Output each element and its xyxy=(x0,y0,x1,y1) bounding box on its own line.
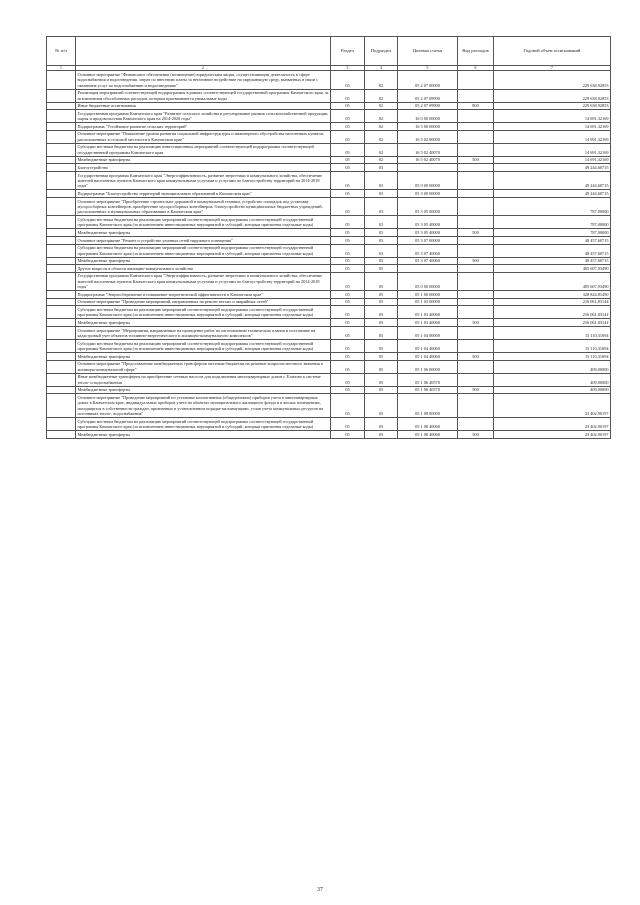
razdel-cell: 05 xyxy=(331,272,365,290)
vid-cell: 500 xyxy=(458,386,494,394)
name-cell: Субсидии местным бюджетам на реализацию мероприятий соответствующей подпрограммы соответствующей государственной программы Камчатского края (за исключением инвестиционных мероприятий и субсидий, которым присвоены отдельные коды) xyxy=(76,306,331,319)
table-row xyxy=(47,130,611,143)
name-cell: Межбюджетные трансферты xyxy=(76,156,331,164)
table-row xyxy=(47,360,611,373)
vid-cell: 500 xyxy=(458,257,494,265)
razdel-cell: 05 xyxy=(331,190,365,198)
podrazdel-cell: 05 xyxy=(365,319,398,327)
razdel-cell: 05 xyxy=(331,71,365,89)
target-cell xyxy=(398,164,458,172)
amount-cell: 48 457,60715 xyxy=(494,236,611,244)
table-row xyxy=(47,430,611,438)
target-cell xyxy=(398,265,458,273)
podrazdel-cell: 05 xyxy=(365,394,398,418)
num-cell xyxy=(47,229,76,237)
amount-cell: 15 110,31694 xyxy=(494,352,611,360)
header-podrazdel: Подраздел xyxy=(365,37,398,66)
num-cell xyxy=(47,123,76,131)
razdel-cell: 05 xyxy=(331,326,365,339)
column-number: 2 xyxy=(76,66,331,71)
table-row xyxy=(47,229,611,237)
table-row xyxy=(47,244,611,257)
amount-cell: 409,00000 xyxy=(494,386,611,394)
name-cell: Основное мероприятие "Повышение уровня развития социальной инфраструктуры и инженерного обустройства населенных пунктов, расположенных в сельской местности в Камчатском крае" xyxy=(76,130,331,143)
name-cell: Субсидии местным бюджетам на реализацию мероприятий соответствующей подпрограммы соответствующей государственной программы Камчатского края (за исключением инвестиционных мероприятий и субсидий, которым присвоены отдельные коды) xyxy=(76,339,331,352)
target-cell: 05 3 05 40000 xyxy=(398,229,458,237)
name-cell: Межбюджетные трансферты xyxy=(76,352,331,360)
amount-cell: 229 638,92853 xyxy=(494,89,611,102)
table-row xyxy=(47,265,611,273)
target-cell: 16 5 00 00000 xyxy=(398,123,458,131)
column-number: 4 xyxy=(365,66,398,71)
table-row xyxy=(47,216,611,229)
column-number: 7 xyxy=(494,66,611,71)
table-row xyxy=(47,102,611,110)
name-cell: Межбюджетные трансферты xyxy=(76,319,331,327)
amount-cell: 216 061,83144 xyxy=(494,306,611,319)
podrazdel-cell: 05 xyxy=(365,326,398,339)
table-row xyxy=(47,197,611,215)
vid-cell xyxy=(458,110,494,123)
podrazdel-cell: 05 xyxy=(365,386,398,394)
amount-cell: 15 110,31694 xyxy=(494,326,611,339)
target-cell: 05 1 00 00000 xyxy=(398,291,458,299)
vid-cell xyxy=(458,265,494,273)
num-cell xyxy=(47,236,76,244)
table-row xyxy=(47,373,611,386)
razdel-cell: 05 xyxy=(331,236,365,244)
num-cell xyxy=(47,171,76,189)
num-cell xyxy=(47,417,76,430)
vid-cell: 500 xyxy=(458,229,494,237)
podrazdel-cell: 05 xyxy=(365,352,398,360)
razdel-cell: 05 xyxy=(331,265,365,273)
amount-cell: 409,00000 xyxy=(494,373,611,386)
header-target: Целевая статья xyxy=(398,37,458,66)
amount-cell: 14 691,32169 xyxy=(494,130,611,143)
razdel-cell: 05 xyxy=(331,123,365,131)
podrazdel-cell: 03 xyxy=(365,197,398,215)
name-cell: Основное мероприятие "Мероприятия, направленные на проведение работ по изготовлению технических планов и постановке на кадастровый учет объектов топливно-энергетического и жилищно-коммунального комплексов" xyxy=(76,326,331,339)
target-cell: 05 3 05 40000 xyxy=(398,216,458,229)
target-cell: 05 2 07 00000 xyxy=(398,71,458,89)
podrazdel-cell: 05 xyxy=(365,417,398,430)
podrazdel-cell: 02 xyxy=(365,130,398,143)
vid-cell xyxy=(458,197,494,215)
amount-cell: 787,00000 xyxy=(494,216,611,229)
vid-cell xyxy=(458,164,494,172)
podrazdel-cell: 05 xyxy=(365,339,398,352)
header-razdel: Раздел xyxy=(331,37,365,66)
target-cell: 05 1 08 40060 xyxy=(398,417,458,430)
target-cell: 05 1 06 40570 xyxy=(398,386,458,394)
razdel-cell: 05 xyxy=(331,339,365,352)
name-cell: Государственная программа Камчатского края "Энергоэффективность, развитие энергетики и коммунального хозяйства, обеспечение жителей населенных пунктов Камчатского края коммунальными услугами и услугами по благоустройству территорий на 2014-2018 годы" xyxy=(76,272,331,290)
podrazdel-cell: 02 xyxy=(365,110,398,123)
amount-cell: 15 110,31694 xyxy=(494,339,611,352)
vid-cell xyxy=(458,71,494,89)
name-cell: Субсидии местным бюджетам на реализацию мероприятий соответствующей подпрограммы соответствующей государственной программы Камчатского края (за исключением инвестиционных мероприятий и субсидий, которым присвоены отдельные коды) xyxy=(76,244,331,257)
razdel-cell: 05 xyxy=(331,291,365,299)
name-cell: Иные межбюджетные трансферты на приобретение сетевых насосов для подключения многоквартирных домов г. Елизово к системе тепло- и водоснабжения xyxy=(76,373,331,386)
razdel-cell: 05 xyxy=(331,143,365,156)
num-cell xyxy=(47,190,76,198)
vid-cell xyxy=(458,272,494,290)
table-row xyxy=(47,257,611,265)
podrazdel-cell: 02 xyxy=(365,102,398,110)
target-cell: 05 3 07 00000 xyxy=(398,236,458,244)
amount-cell: 229 638,92853 xyxy=(494,71,611,89)
vid-cell xyxy=(458,291,494,299)
num-cell xyxy=(47,319,76,327)
name-cell: Основное мероприятие "Предоставление межбюджетных трансфертов местным бюджетам на решение вопросов местного значения в жилищно-коммунальной сфере" xyxy=(76,360,331,373)
target-cell: 05 1 03 00000 xyxy=(398,298,458,306)
name-cell: Подпрограмма "Устойчивое развитие сельских территорий" xyxy=(76,123,331,131)
razdel-cell: 05 xyxy=(331,216,365,229)
num-cell xyxy=(47,339,76,352)
amount-cell: 23 402,90197 xyxy=(494,417,611,430)
num-cell xyxy=(47,71,76,89)
num-cell xyxy=(47,360,76,373)
target-cell: 05 1 03 40060 xyxy=(398,306,458,319)
name-cell: Межбюджетные трансферты xyxy=(76,386,331,394)
vid-cell: 500 xyxy=(458,156,494,164)
podrazdel-cell: 02 xyxy=(365,123,398,131)
target-cell: 05 2 07 09990 xyxy=(398,102,458,110)
amount-cell: 14 691,32169 xyxy=(494,123,611,131)
num-cell xyxy=(47,216,76,229)
target-cell: 16 5 02 40070 xyxy=(398,143,458,156)
amount-cell: 49 244,60715 xyxy=(494,171,611,189)
vid-cell: 500 xyxy=(458,319,494,327)
amount-cell: 405 607,93490 xyxy=(494,272,611,290)
header-row xyxy=(47,37,611,66)
num-cell xyxy=(47,306,76,319)
razdel-cell: 05 xyxy=(331,102,365,110)
amount-cell: 409,00000 xyxy=(494,360,611,373)
podrazdel-cell: 03 xyxy=(365,244,398,257)
target-cell: 05 1 04 40060 xyxy=(398,339,458,352)
table-row xyxy=(47,272,611,290)
vid-cell xyxy=(458,373,494,386)
amount-cell: 229 638,92853 xyxy=(494,102,611,110)
name-cell: Государственная программа Камчатского края "Энергоэффективность, развитие энергетики и коммунального хозяйства, обеспечение жителей населенных пунктов Камчатского края коммунальными услугами и услугами по благоустройству территорий на 2014-2018 годы" xyxy=(76,171,331,189)
target-cell: 05 0 00 00000 xyxy=(398,272,458,290)
razdel-cell: 05 xyxy=(331,430,365,438)
table-row xyxy=(47,298,611,306)
name-cell: Реализация мероприятий соответствующей подпрограммы в рамках соответствующей государственной программы Камчатского края, за исключением обособленных расходов, которым присваиваются уникальные коды xyxy=(76,89,331,102)
vid-cell xyxy=(458,89,494,102)
name-cell: Основное мероприятие "Проведение мероприятий по установке коллективных (общедомовых) приборов учета в многоквартирных домах в Камчатском крае, индивидуальных приборов учета на объектах муниципального жилищного фонда и в жилых помещениях, находящихся в собственности граждан, признанных в установленном порядке малоимущими, узлов учета коммунальных ресурсов на источниках тепло-, водоснабжения" xyxy=(76,394,331,418)
header-vid: Вид расходов xyxy=(458,37,494,66)
target-cell: 05 3 07 40060 xyxy=(398,244,458,257)
amount-cell: 23 402,90197 xyxy=(494,394,611,418)
name-cell: Благоустройство xyxy=(76,164,331,172)
razdel-cell: 05 xyxy=(331,306,365,319)
podrazdel-cell: 03 xyxy=(365,216,398,229)
num-cell xyxy=(47,326,76,339)
column-number: 3 xyxy=(331,66,365,71)
vid-cell: 800 xyxy=(458,102,494,110)
podrazdel-cell: 03 xyxy=(365,164,398,172)
razdel-cell: 05 xyxy=(331,394,365,418)
target-cell: 05 0 00 00000 xyxy=(398,171,458,189)
num-cell xyxy=(47,272,76,290)
name-cell: Основное мероприятие "Проведение мероприятий, направленных на ремонт ветхих и аварийных сетей" xyxy=(76,298,331,306)
target-cell: 16 0 00 00000 xyxy=(398,110,458,123)
amount-cell: 216 061,83144 xyxy=(494,319,611,327)
table-row xyxy=(47,123,611,131)
name-cell: Другие вопросы в области жилищно-коммунального хозяйства xyxy=(76,265,331,273)
column-number: 5 xyxy=(398,66,458,71)
podrazdel-cell: 05 xyxy=(365,272,398,290)
name-cell: Межбюджетные трансферты xyxy=(76,229,331,237)
razdel-cell: 05 xyxy=(331,229,365,237)
vid-cell xyxy=(458,360,494,373)
vid-cell xyxy=(458,123,494,131)
target-cell: 05 1 08 00000 xyxy=(398,394,458,418)
table-body xyxy=(47,71,611,438)
num-cell xyxy=(47,130,76,143)
header-name xyxy=(76,37,331,66)
num-cell xyxy=(47,298,76,306)
razdel-cell: 05 xyxy=(331,386,365,394)
amount-cell: 787,00000 xyxy=(494,197,611,215)
podrazdel-cell: 05 xyxy=(365,373,398,386)
num-cell xyxy=(47,143,76,156)
target-cell: 05 1 06 40570 xyxy=(398,373,458,386)
podrazdel-cell: 03 xyxy=(365,236,398,244)
target-cell: 05 3 05 00000 xyxy=(398,197,458,215)
target-cell: 05 3 07 40060 xyxy=(398,257,458,265)
amount-cell: 14 691,32169 xyxy=(494,143,611,156)
vid-cell xyxy=(458,394,494,418)
amount-cell: 328 824,81490 xyxy=(494,291,611,299)
vid-cell: 500 xyxy=(458,352,494,360)
razdel-cell: 05 xyxy=(331,352,365,360)
podrazdel-cell: 05 xyxy=(365,306,398,319)
table-row xyxy=(47,236,611,244)
name-cell: Подпрограмма "Благоустройство территорий муниципальных образований в Камчатском крае" xyxy=(76,190,331,198)
podrazdel-cell: 05 xyxy=(365,265,398,273)
podrazdel-cell: 02 xyxy=(365,156,398,164)
podrazdel-cell: 02 xyxy=(365,71,398,89)
num-cell xyxy=(47,386,76,394)
num-cell xyxy=(47,89,76,102)
column-number: 1 xyxy=(47,66,76,71)
razdel-cell: 05 xyxy=(331,130,365,143)
vid-cell xyxy=(458,298,494,306)
podrazdel-cell: 02 xyxy=(365,143,398,156)
table-row xyxy=(47,319,611,327)
table-row xyxy=(47,394,611,418)
razdel-cell: 05 xyxy=(331,171,365,189)
amount-cell: 49 244,60715 xyxy=(494,164,611,172)
target-cell: 05 1 06 00000 xyxy=(398,360,458,373)
amount-cell: 48 457,60715 xyxy=(494,257,611,265)
razdel-cell: 05 xyxy=(331,373,365,386)
razdel-cell: 05 xyxy=(331,319,365,327)
table-row xyxy=(47,71,611,89)
amount-cell: 14 691,32169 xyxy=(494,156,611,164)
razdel-cell: 05 xyxy=(331,156,365,164)
vid-cell xyxy=(458,143,494,156)
table-row xyxy=(47,386,611,394)
num-cell xyxy=(47,373,76,386)
name-cell: Основное мероприятие "Ремонт и устройство уличных сетей наружного освещения" xyxy=(76,236,331,244)
table-row xyxy=(47,143,611,156)
target-cell: 05 3 00 00000 xyxy=(398,190,458,198)
table-row xyxy=(47,190,611,198)
vid-cell xyxy=(458,216,494,229)
vid-cell xyxy=(458,306,494,319)
table-row xyxy=(47,417,611,430)
podrazdel-cell: 05 xyxy=(365,360,398,373)
name-cell: Основное мероприятие "Приобретение строительно-дорожной и коммунальной техники, устройство площадок под установку мусоросборных контейнеров, приобретение мусоросборных контейнеров, благоустройство муниципальных бюджетных учреждений, расположенных в муниципальных образованиях в Камчатском крае" xyxy=(76,197,331,215)
name-cell: Межбюджетные трансферты xyxy=(76,257,331,265)
amount-cell: 23 402,90197 xyxy=(494,430,611,438)
razdel-cell: 05 xyxy=(331,257,365,265)
table-row xyxy=(47,291,611,299)
table-row xyxy=(47,171,611,189)
table-row xyxy=(47,156,611,164)
num-cell xyxy=(47,352,76,360)
name-cell: Основное мероприятие "Финансовое обеспечение (возмещение) юридическим лицам, осуществляющим деятельность в сфере водоснабжения и водоотведения, затрат по внесению платы за негативное воздействие на окружающую среду, вызванных в связи с оказанием услуг по водоснабжению и водоотведению" xyxy=(76,71,331,89)
num-cell xyxy=(47,244,76,257)
target-cell: 16 5 02 40070 xyxy=(398,156,458,164)
razdel-cell: 05 xyxy=(331,89,365,102)
table-row xyxy=(47,164,611,172)
razdel-cell: 05 xyxy=(331,164,365,172)
num-cell xyxy=(47,102,76,110)
table-row xyxy=(47,306,611,319)
num-cell xyxy=(47,156,76,164)
header-amount: Годовой объем ассигнований xyxy=(494,37,611,66)
amount-cell: 216 061,83144 xyxy=(494,298,611,306)
vid-cell xyxy=(458,244,494,257)
num-cell xyxy=(47,197,76,215)
header-num: № п/п xyxy=(47,37,76,66)
target-cell: 05 1 04 00000 xyxy=(398,326,458,339)
target-cell: 16 5 02 00000 xyxy=(398,130,458,143)
column-number: 6 xyxy=(458,66,494,71)
razdel-cell: 05 xyxy=(331,197,365,215)
num-cell xyxy=(47,430,76,438)
vid-cell xyxy=(458,339,494,352)
vid-cell: 500 xyxy=(458,430,494,438)
name-cell: Межбюджетные трансферты xyxy=(76,430,331,438)
name-cell: Субсидии местным бюджетам на реализацию инвестиционных мероприятий соответствующей подпрограммы соответствующей государственной программы Камчатского края xyxy=(76,143,331,156)
vid-cell xyxy=(458,190,494,198)
name-cell: Субсидии местным бюджетам на реализацию мероприятий соответствующей подпрограммы соответствующей государственной программы Камчатского края (за исключением инвестиционных мероприятий и субсидий, которым присвоены отдельные коды) xyxy=(76,417,331,430)
podrazdel-cell: 03 xyxy=(365,190,398,198)
name-cell: Субсидии местным бюджетам на реализацию мероприятий соответствующей подпрограммы соответствующей государственной программы Камчатского края (за исключением инвестиционных мероприятий и субсидий, которым присвоены отдельные коды) xyxy=(76,216,331,229)
table-row xyxy=(47,326,611,339)
budget-table xyxy=(46,36,611,439)
podrazdel-cell: 03 xyxy=(365,257,398,265)
table-row xyxy=(47,89,611,102)
razdel-cell: 05 xyxy=(331,298,365,306)
num-cell xyxy=(47,291,76,299)
razdel-cell: 05 xyxy=(331,360,365,373)
num-cell xyxy=(47,110,76,123)
name-cell: Подпрограмма "Энергосбережение и повышение энергетической эффективности в Камчатском крае" xyxy=(76,291,331,299)
amount-cell: 49 244,60715 xyxy=(494,190,611,198)
podrazdel-cell: 05 xyxy=(365,298,398,306)
amount-cell: 405 607,93490 xyxy=(494,265,611,273)
podrazdel-cell: 05 xyxy=(365,430,398,438)
vid-cell xyxy=(458,417,494,430)
name-cell: Государственная программа Камчатского края "Развитие сельского хозяйства и регулирование рынков сельскохозяйственной продукции, сырья и продовольствия Камчатского края на 2014-2020 годы" xyxy=(76,110,331,123)
num-cell xyxy=(47,265,76,273)
target-cell: 05 1 08 40060 xyxy=(398,430,458,438)
razdel-cell: 05 xyxy=(331,417,365,430)
podrazdel-cell: 02 xyxy=(365,89,398,102)
page-number: 37 xyxy=(317,887,323,893)
target-cell: 05 1 04 40060 xyxy=(398,352,458,360)
num-cell xyxy=(47,394,76,418)
vid-cell xyxy=(458,236,494,244)
amount-cell: 48 457,60715 xyxy=(494,244,611,257)
name-cell: Иные бюджетные ассигнования xyxy=(76,102,331,110)
razdel-cell: 05 xyxy=(331,244,365,257)
table-row xyxy=(47,352,611,360)
num-cell xyxy=(47,257,76,265)
amount-cell: 14 691,32169 xyxy=(494,110,611,123)
podrazdel-cell: 03 xyxy=(365,229,398,237)
podrazdel-cell: 03 xyxy=(365,171,398,189)
target-cell: 05 1 03 40060 xyxy=(398,319,458,327)
vid-cell xyxy=(458,326,494,339)
target-cell: 05 2 07 09990 xyxy=(398,89,458,102)
vid-cell xyxy=(458,130,494,143)
podrazdel-cell: 05 xyxy=(365,291,398,299)
table-row xyxy=(47,339,611,352)
razdel-cell: 05 xyxy=(331,110,365,123)
amount-cell: 787,00000 xyxy=(494,229,611,237)
vid-cell xyxy=(458,171,494,189)
table-row xyxy=(47,110,611,123)
num-cell xyxy=(47,164,76,172)
